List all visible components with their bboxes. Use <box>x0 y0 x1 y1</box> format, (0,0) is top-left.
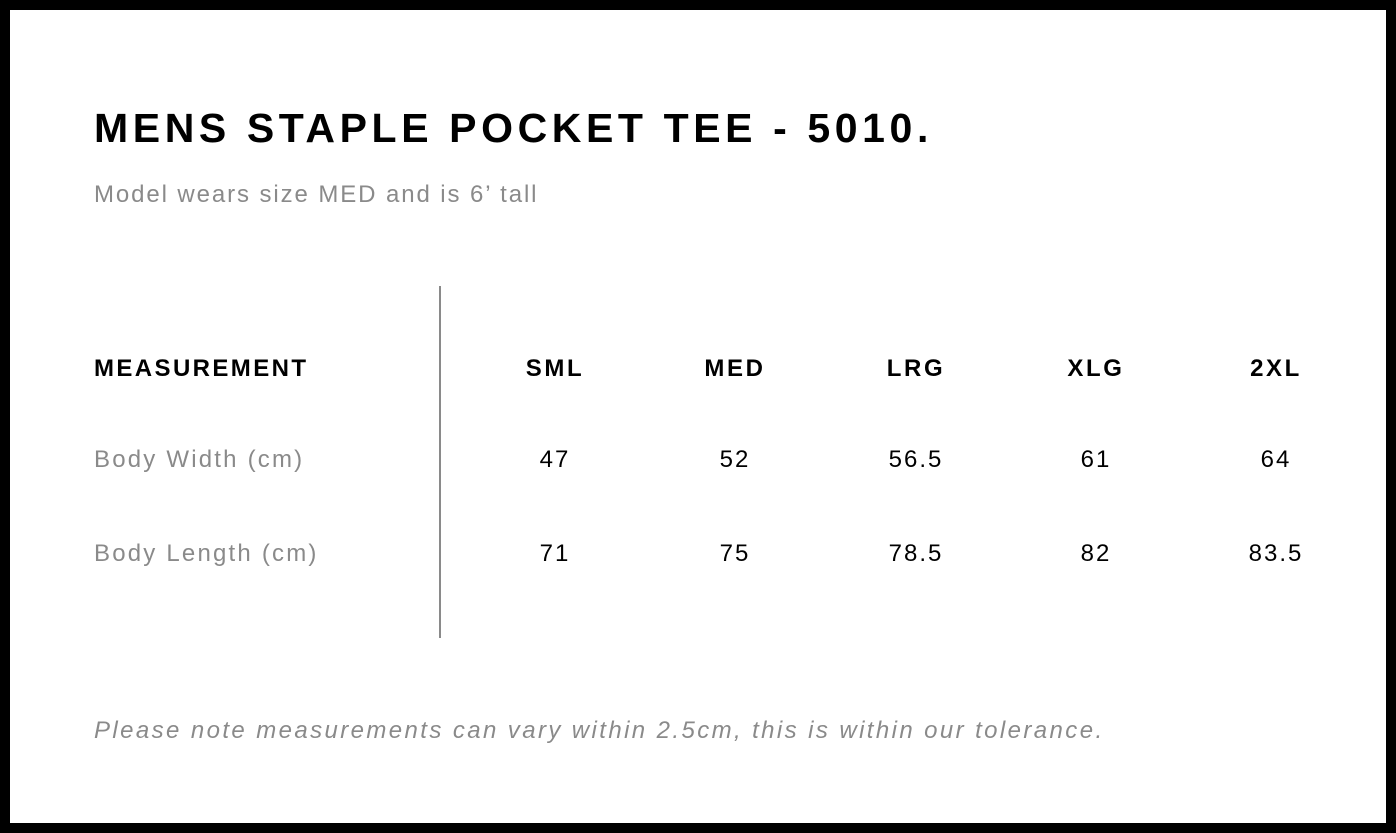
table-cell: 64 <box>1260 446 1292 473</box>
size-header-med: MED <box>704 355 766 382</box>
table-cell: 83.5 <box>1248 540 1304 567</box>
table-cell: 52 <box>719 446 751 473</box>
table-cell: 47 <box>539 446 571 473</box>
table-cell: 82 <box>1080 540 1112 567</box>
row-label-body-length: Body Length (cm) <box>94 540 319 567</box>
size-header-lrg: LRG <box>886 355 946 382</box>
measurement-header: MEASUREMENT <box>94 355 309 382</box>
tolerance-note: Please note measurements can vary within 2.5cm, this is within our tolerance. <box>94 717 1105 744</box>
size-header-sml: SML <box>525 355 585 382</box>
size-header-2xl: 2XL <box>1250 355 1302 382</box>
table-cell: 56.5 <box>888 446 944 473</box>
page-title: MENS STAPLE POCKET TEE - 5010. <box>94 105 933 151</box>
model-info-subtitle: Model wears size MED and is 6’ tall <box>94 181 539 208</box>
size-chart-card <box>10 10 1386 823</box>
table-cell: 78.5 <box>888 540 944 567</box>
table-cell: 75 <box>719 540 751 567</box>
row-label-body-width: Body Width (cm) <box>94 446 305 473</box>
table-cell: 61 <box>1080 446 1112 473</box>
table-cell: 71 <box>539 540 571 567</box>
column-divider <box>439 286 441 638</box>
size-header-xlg: XLG <box>1067 355 1125 382</box>
